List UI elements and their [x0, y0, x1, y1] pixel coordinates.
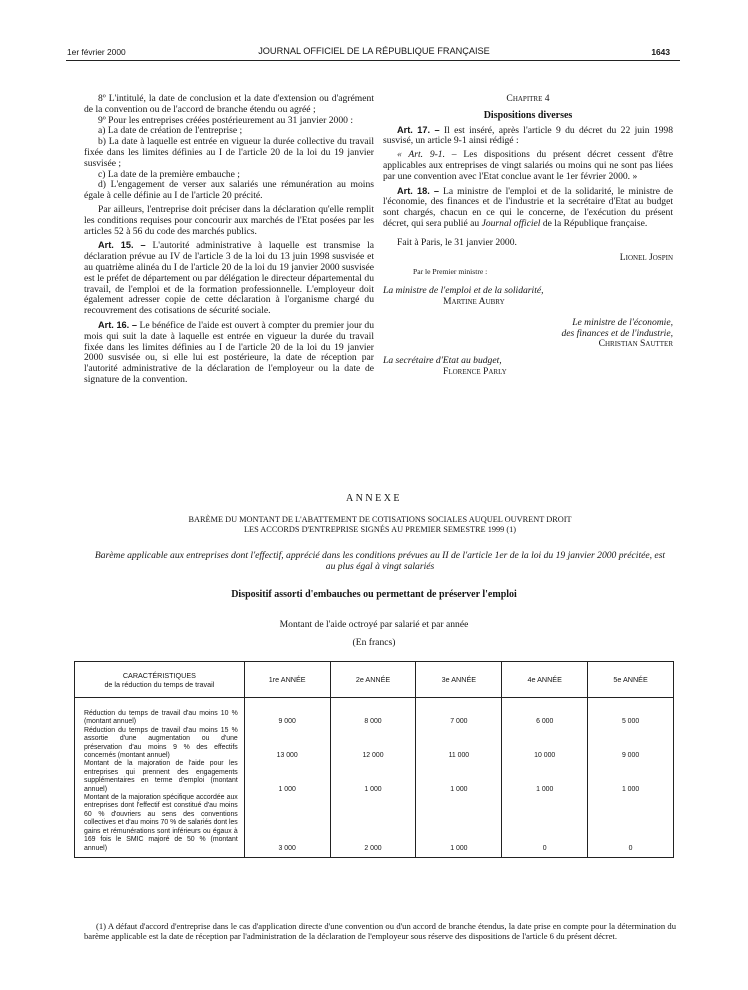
paragraph: 8º L'intitulé, la date de conclusion et la date d'extension ou d'agrément de la convention ou de l'accord de branche étendu ou agréé ; — [84, 93, 374, 115]
minister-title: La ministre de l'emploi et de la solidarité, — [383, 285, 544, 297]
table-row — [75, 760, 674, 794]
footnote: (1) A défaut d'accord d'entreprise dans le cas d'application directe d'une convention ou d'un accord de branche étendus, la date prise en compte pour la détermination du barème applicable est la date de réception par l'administration de la déclaration de l'employeur sous réserve des dispositions de l'article 6 du présent décret. — [84, 921, 676, 941]
minister-name: Christian Sautter — [598, 338, 673, 350]
table-cell: 10 000 — [502, 727, 588, 761]
secretary-name: Florence Parly — [443, 365, 507, 377]
right-column — [383, 94, 673, 378]
table-cell: 11 000 — [416, 727, 502, 761]
article-9-1 — [383, 150, 673, 182]
left-column — [84, 94, 374, 386]
paragraph: c) La date de la première embauche ; — [98, 168, 240, 180]
table-cell: 9 000 — [588, 727, 674, 761]
aid-table — [74, 661, 674, 858]
table-row — [75, 727, 674, 761]
place-date: Fait à Paris, le 31 janvier 2000. — [397, 236, 517, 248]
table-cell: 1 000 — [416, 794, 502, 857]
table-cell: 1 000 — [502, 760, 588, 794]
column-header — [75, 662, 245, 698]
table-cell: 9 000 — [244, 698, 330, 727]
row-label: Réduction du temps de travail d'au moins 10 % (montant annuel) — [75, 698, 245, 727]
table-cell: 5 000 — [588, 698, 674, 727]
section-title: Dispositions diverses — [483, 109, 573, 121]
article-text: de la République française. — [540, 217, 648, 229]
article-label: Art. 15. – — [98, 240, 146, 251]
table-cell: 2 000 — [330, 794, 416, 857]
minister-title-line: des finances et de l'industrie, — [561, 327, 673, 339]
article-text: Les dispositions du présent décret cessent d'être applicables aux entreprises de vingt salariés ou moins qui ne sont pas liées par une convention avec l'Etat conclue avant le 1er février 2000. » — [383, 149, 673, 182]
table-cell: 0 — [502, 794, 588, 857]
secretary-title: La secrétaire d'Etat au budget, — [383, 355, 502, 367]
table-cell: 3 000 — [244, 794, 330, 857]
paragraph: 9º Pour les entreprises créées postérieurement au 31 janvier 2000 : — [98, 114, 353, 126]
table-cell: 7 000 — [416, 698, 502, 727]
chapter-title: Chapitre 4 — [506, 93, 550, 104]
table-cell: 8 000 — [330, 698, 416, 727]
header-rule — [66, 60, 680, 61]
table-cell: 1 000 — [244, 760, 330, 794]
annex-amount-caption: Montant de l'aide octroyé par salarié et par année — [279, 619, 469, 630]
table-cell: 1 000 — [416, 760, 502, 794]
table-header-row — [75, 662, 674, 698]
minister-name: Martine Aubry — [443, 295, 505, 307]
paragraph: a) La date de création de l'entreprise ; — [98, 125, 243, 137]
page-number: 1643 — [651, 47, 670, 57]
article-text: La ministre de l'emploi et de la solidarité, le ministre de l'économie, des finances et de l'industrie et la secrétaire d'Etat au budget sont chargés, chacun en ce qui le concerne, de l'exécution du présent décret, qui sera publié au — [383, 185, 673, 229]
annex-intro: Barème applicable aux entreprises dont l'effectif, apprécié dans les conditions prévues au II de l'article 1er de la loi du 19 janvier 2000 précitée, est au plus égal à vingt salariés — [94, 550, 666, 572]
table-cell: 13 000 — [244, 727, 330, 761]
column-header: 4e ANNÉE — [502, 662, 588, 698]
column-header: 3e ANNÉE — [416, 662, 502, 698]
article-text: Il est inséré, après l'article 9 du décret du 22 juin 1998 susvisé, un article 9-1 ainsi rédigé : — [383, 124, 674, 147]
column-header: 5e ANNÉE — [588, 662, 674, 698]
annex-currency: (En francs) — [352, 637, 396, 648]
paragraph: Par ailleurs, l'entreprise doit préciser dans la déclaration qu'elle remplit les conditions requises pour concourir aux marchés de l'Etat posées par les articles 52 à 56 du code des marchés publics. — [84, 203, 374, 237]
annex-heading: Dispositif assorti d'embauches ou permettant de préserver l'emploi — [231, 589, 517, 600]
column-header: 2e ANNÉE — [330, 662, 416, 698]
column-header: 1re ANNÉE — [244, 662, 330, 698]
row-label: Montant de la majoration spécifique accordée aux entreprises dont l'effectif est constitué d'au moins 60 % d'ouvriers au sens des conventions collectives et d'au moins 70 % de salariés dont les gains et rémunérations sont inférieurs ou égaux à 169 fois le SMIC majoré de 50 % (montant annuel) — [75, 794, 245, 857]
article-15 — [84, 240, 374, 317]
article-16 — [84, 320, 374, 386]
annex-subtitle-line: BARÈME DU MONTANT DE L'ABATTEMENT DE COTISATIONS SOCIALES AUQUEL OUVRENT DROIT — [188, 515, 572, 524]
article-label: Art. 18. – — [397, 185, 439, 196]
pm-label: Par le Premier ministre : — [413, 267, 488, 277]
signer-pm: Lionel Jospin — [619, 251, 673, 263]
paragraph: b) La date à laquelle est entrée en vigueur la durée collective du travail fixée dans les limites définies au I de l'article 20 de la loi du 19 janvier susvisée ; — [84, 136, 374, 169]
article-label: Art. 16. – — [98, 319, 137, 330]
row-label: Montant de la majoration de l'aide pour les entreprises qui prennent des engagements supplémentaires en terme d'emploi (montant annuel) — [75, 760, 245, 794]
article-text: L'autorité administrative à laquelle est transmise la déclaration prévue au IV de l'article 3 de la loi du 13 juin 1998 susvisée et au quatrième alinéa du I de l'article 20 de la loi du 19 janvier 2000 susvisée est le préfet de département ou par délégation le directeur départemental du travail, de l'emploi et de la formation professionnelle. L'employeur doit également adresser copie de cette déclaration à l'organisme chargé du recouvrement des cotisations de sécurité sociale. — [84, 240, 374, 317]
article-18 — [383, 186, 673, 230]
minister-title-line: Le ministre de l'économie, — [572, 316, 673, 328]
column-header-line: de la réduction du temps de travail — [104, 679, 215, 689]
annex-subtitle — [90, 515, 670, 535]
table-cell: 0 — [588, 794, 674, 857]
column-header-line: CARACTÉRISTIQUES — [122, 670, 196, 680]
table-cell: 12 000 — [330, 727, 416, 761]
table-row — [75, 698, 674, 727]
row-label: Réduction du temps de travail d'au moins 15 % assortie d'une augmentation ou d'une préservation d'au moins 9 % des effectifs concernés (montant annuel) — [75, 727, 245, 761]
journal-title: JOURNAL OFFICIEL DE LA RÉPUBLIQUE FRANÇAISE — [258, 46, 490, 56]
annex-title: ANNEXE — [345, 493, 403, 504]
annex-subtitle-line: LES ACCORDS D'ENTREPRISE SIGNÉS AU PREMIER SEMESTRE 1999 (1) — [243, 525, 517, 534]
article-text: Le bénéfice de l'aide est ouvert à compter du premier jour du mois qui suit la date à laquelle est entrée en vigueur la durée du travail fixée dans les limites définies au I de l'article 20 de la loi du 19 janvier 2000 susvisée ou, si elle lui est postérieure, la date de réception par l'autorité administrative de la déclaration de l'employeur ou la date de signature de la convention. — [84, 319, 375, 385]
article-label: Art. 17. – — [397, 124, 440, 135]
table-row — [75, 794, 674, 857]
paragraph: d) L'engagement de verser aux salariés une rémunération au moins égale à celle définie au I de l'article 20 précité. — [84, 179, 374, 202]
header-date: 1er février 2000 — [67, 47, 126, 57]
article-label: « Art. 9-1. – — [397, 149, 457, 161]
table-cell: 1 000 — [588, 760, 674, 794]
journal-name: Journal officiel — [481, 217, 541, 229]
minister-title — [383, 318, 673, 350]
table-cell: 1 000 — [330, 760, 416, 794]
article-17 — [383, 125, 673, 148]
table-cell: 6 000 — [502, 698, 588, 727]
